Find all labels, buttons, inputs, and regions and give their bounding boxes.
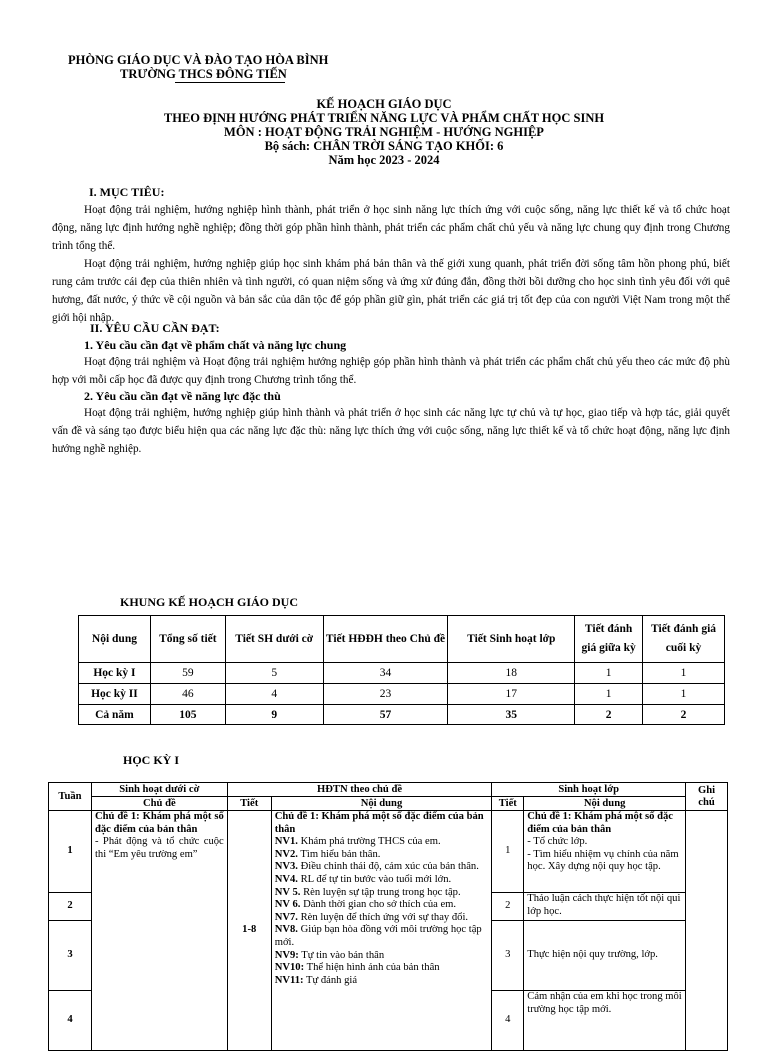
semester-1-table [48, 782, 728, 1051]
framework-header-cell: Tổng số tiết [150, 616, 225, 663]
class-line: - Tổ chức lớp. [527, 836, 588, 848]
school-year: Năm học 2023 - 2024 [328, 153, 440, 167]
task-text: Tự đánh giá [303, 974, 358, 986]
objectives-body [52, 201, 730, 327]
flag-topic-title: Chủ đề 1: Khám phá một số đặc điểm của bản thân [94, 811, 224, 835]
flag-activity-header: Sinh hoạt dưới cờ [91, 783, 227, 797]
list-item [275, 836, 489, 849]
class-content-cell [524, 921, 686, 991]
task-text: Rèn luyện sự tập trung trong học tập. [300, 886, 461, 898]
table-cell: 59 [150, 663, 225, 684]
table-cell: 1 [575, 663, 643, 684]
list-item [275, 899, 489, 912]
list-item [275, 912, 489, 925]
subject-line: MÔN : HOẠT ĐỘNG TRẢI NGHIỆM - HƯỚNG NGHIỆP [224, 125, 544, 139]
framework-header-cell: Tiết Sinh hoạt lớp [448, 616, 575, 663]
table-row [49, 811, 728, 893]
table-cell: Học kỳ II [79, 684, 151, 705]
school-underline [175, 82, 285, 83]
task-text: RL để tự tin bước vào tuổi mới lớn. [297, 873, 452, 885]
framework-header-cell: Tiết đánh giá giữa kỳ [575, 616, 643, 663]
hdtn-period: 1-8 [227, 811, 271, 1051]
task-text: Thể hiện hình ảnh của bản thân [304, 962, 440, 974]
semester-1-title: HỌC KỲ I [123, 753, 180, 767]
list-item [275, 849, 489, 862]
framework-header-cell: Nội dung [79, 616, 151, 663]
department-name: PHÒNG GIÁO DỤC VÀ ĐÀO TẠO HÒA BÌNH [68, 53, 329, 67]
table-cell: 1 [643, 663, 725, 684]
requirements-sub-2: 2. Yêu cầu cần đạt về năng lực đặc thù [84, 389, 281, 403]
task-text: Khám phá trường THCS của em. [297, 836, 441, 848]
task-text: Điều chỉnh thái độ, cảm xúc của bản thân. [297, 861, 479, 873]
table-cell: 46 [150, 684, 225, 705]
table-cell: 1 [575, 684, 643, 705]
requirements-paragraph-1: Hoạt động trải nghiệm và Hoạt động trải nghiệm hướng nghiệp góp phần hình thành và phát triển các phẩm chất chủ yếu theo các mức độ phù hợp với mỗi cấp học đã được quy định trong Chương trình tổng thể. [52, 356, 730, 386]
class-line: - Tìm hiểu nhiệm vụ chính của năm học. Xây dựng nội quy học tập. [527, 848, 679, 873]
class-period: 2 [492, 893, 524, 921]
period-subheader: Tiết [492, 797, 524, 811]
content-subheader: Nội dung [524, 797, 686, 811]
list-item [275, 962, 489, 975]
table-cell: Học kỳ I [79, 663, 151, 684]
class-content-cell [524, 893, 686, 921]
school-name: TRƯỜNG THCS ĐÔNG TIẾN [120, 67, 287, 81]
framework-header-cell: Tiết đánh giá cuối kỳ [643, 616, 725, 663]
week-number: 2 [49, 893, 92, 921]
table-cell: 4 [225, 684, 323, 705]
task-code: NV11: [274, 974, 304, 986]
task-code: NV3. [274, 861, 298, 873]
section-objectives-heading: I. MỤC TIÊU: [89, 185, 165, 199]
task-text: Rèn luyện để thích ứng với sự thay đổi. [297, 911, 469, 923]
class-activity-header: Sinh hoạt lớp [492, 783, 686, 797]
table-row [79, 663, 725, 684]
week-number: 4 [49, 991, 92, 1051]
list-item [275, 887, 489, 900]
list-item [275, 950, 489, 963]
hdtn-content-cell [271, 811, 492, 1051]
week-header: Tuần [49, 783, 92, 811]
period-subheader: Tiết [227, 797, 271, 811]
class-line: Thực hiện nội quy trường, lớp. [527, 949, 658, 961]
task-text: Tự tin vào bản thân [298, 949, 385, 961]
task-text: Dành thời gian cho sở thích của em. [300, 899, 457, 911]
task-code: NV 5. [274, 886, 301, 898]
task-code: NV1. [274, 836, 298, 848]
class-period: 4 [492, 991, 524, 1051]
class-line: Cảm nhận của em khi học trong môi trường học tập mới. [527, 991, 682, 1015]
table-cell: 105 [150, 705, 225, 725]
table-cell: 9 [225, 705, 323, 725]
requirements-sub-1: 1. Yêu cầu cần đạt về phẩm chất và năng lực chung [84, 338, 347, 352]
table-cell: 2 [575, 705, 643, 725]
note-cell [686, 811, 728, 1051]
task-code: NV10: [274, 962, 305, 974]
class-content-cell [524, 811, 686, 893]
table-cell: 23 [323, 684, 448, 705]
hdtn-topic-title: Chủ đề 1: Khám phá một số đặc điểm của bản thân [274, 811, 484, 835]
table-cell: 18 [448, 663, 575, 684]
framework-header-row [79, 616, 725, 663]
list-item [275, 975, 489, 988]
list-item [275, 924, 489, 949]
framework-header-cell: Tiết HĐĐH theo Chủ đề [323, 616, 448, 663]
list-item [275, 861, 489, 874]
table-row [79, 705, 725, 725]
framework-table [78, 615, 725, 725]
class-content-cell [524, 991, 686, 1051]
plan-title: KẾ HOẠCH GIÁO DỤC [316, 97, 452, 111]
table-cell: 1 [643, 684, 725, 705]
requirements-paragraph-2: Hoạt động trải nghiệm, hướng nghiệp giúp hình thành và phát triển ở học sinh các năng lực tự chủ và tự học, giao tiếp và hợp tác, giải quyết vấn đề và sáng tạo được biểu hiện qua các năng lực đặc thù: năng lực thích ứng với cuộc sống, năng lực thiết kế và tổ chức hoạt động, năng lực định hướng nghề nghiệp. [52, 407, 730, 455]
requirements-body-1 [52, 353, 730, 389]
flag-topic-desc: - Phát động và tổ chức cuộc thi “Em yêu trường em” [94, 836, 224, 860]
table-cell: 35 [448, 705, 575, 725]
table-cell: Cả năm [79, 705, 151, 725]
objectives-paragraph-1: Hoạt động trải nghiệm, hướng nghiệp hình thành, phát triển ở học sinh năng lực thích ứng với cuộc sống, năng lực thiết kế và tổ chức hoạt động, năng lực định hướng nghề nghiệp; đồng thời góp phần hình thành, phát triển các phẩm chất chủ yếu và năng lực chung quy định trong Chương trình tổng thể. [52, 204, 730, 252]
list-item [275, 874, 489, 887]
table-cell: 34 [323, 663, 448, 684]
task-code: NV7. [274, 911, 298, 923]
class-period: 1 [492, 811, 524, 893]
section-requirements-heading: II. YÊU CẦU CẦN ĐẠT: [90, 321, 220, 335]
semester-header-row [49, 783, 728, 797]
plan-subtitle: THEO ĐỊNH HƯỚNG PHÁT TRIỂN NĂNG LỰC VÀ PHẨM CHẤT HỌC SINH [163, 111, 605, 125]
framework-header-cell: Tiết SH dưới cờ [225, 616, 323, 663]
book-line: Bộ sách: CHÂN TRỜI SÁNG TẠO KHỐI: 6 [264, 139, 504, 153]
table-cell: 2 [643, 705, 725, 725]
table-cell: 17 [448, 684, 575, 705]
class-topic-title: Chủ đề 1: Khám phá một số đặc điểm của bản thân [527, 811, 673, 835]
table-cell: 57 [323, 705, 448, 725]
objectives-paragraph-2: Hoạt động trải nghiệm, hướng nghiệp giúp học sinh khám phá bản thân và thế giới xung quanh, phát triển đời sống tâm hồn phong phú, biết rung cảm trước cái đẹp của thiên nhiên và tình người, có quan niệm sống và ứng xử đúng đắn, đồng thời bồi dưỡng cho học sinh tình yêu đối với quê hương, đất nước, ý thức về cội nguồn và bản sắc của dân tộc để góp phần giữ gìn, phát triển các giá trị tốt đẹp của con người Việt Nam trong một thế giới hội nhập. [52, 258, 730, 324]
note-header: Ghi chú [686, 783, 728, 811]
semester-subheader-row [49, 797, 728, 811]
framework-title: KHUNG KẾ HOẠCH GIÁO DỤC [120, 595, 299, 609]
task-code: NV2. [274, 848, 298, 860]
hdtn-header: HĐTN theo chủ đề [227, 783, 492, 797]
task-code: NV9: [274, 949, 299, 961]
table-row [79, 684, 725, 705]
task-code: NV4. [274, 873, 298, 885]
topic-subheader: Chủ đề [91, 797, 227, 811]
week-number: 1 [49, 811, 92, 893]
flag-activity-cell [91, 811, 227, 1051]
class-line: Thảo luận cách thực hiện tốt nội qui lớp học. [527, 893, 681, 917]
requirements-body-2 [52, 404, 730, 458]
table-cell: 5 [225, 663, 323, 684]
task-text: Tìm hiểu bản thân. [297, 848, 381, 860]
task-code: NV 6. [274, 899, 301, 911]
content-subheader: Nội dung [271, 797, 492, 811]
week-number: 3 [49, 921, 92, 991]
class-period: 3 [492, 921, 524, 991]
task-text: Giúp bạn hòa đồng với môi trường học tập mới. [274, 924, 482, 948]
task-code: NV8. [274, 924, 298, 936]
